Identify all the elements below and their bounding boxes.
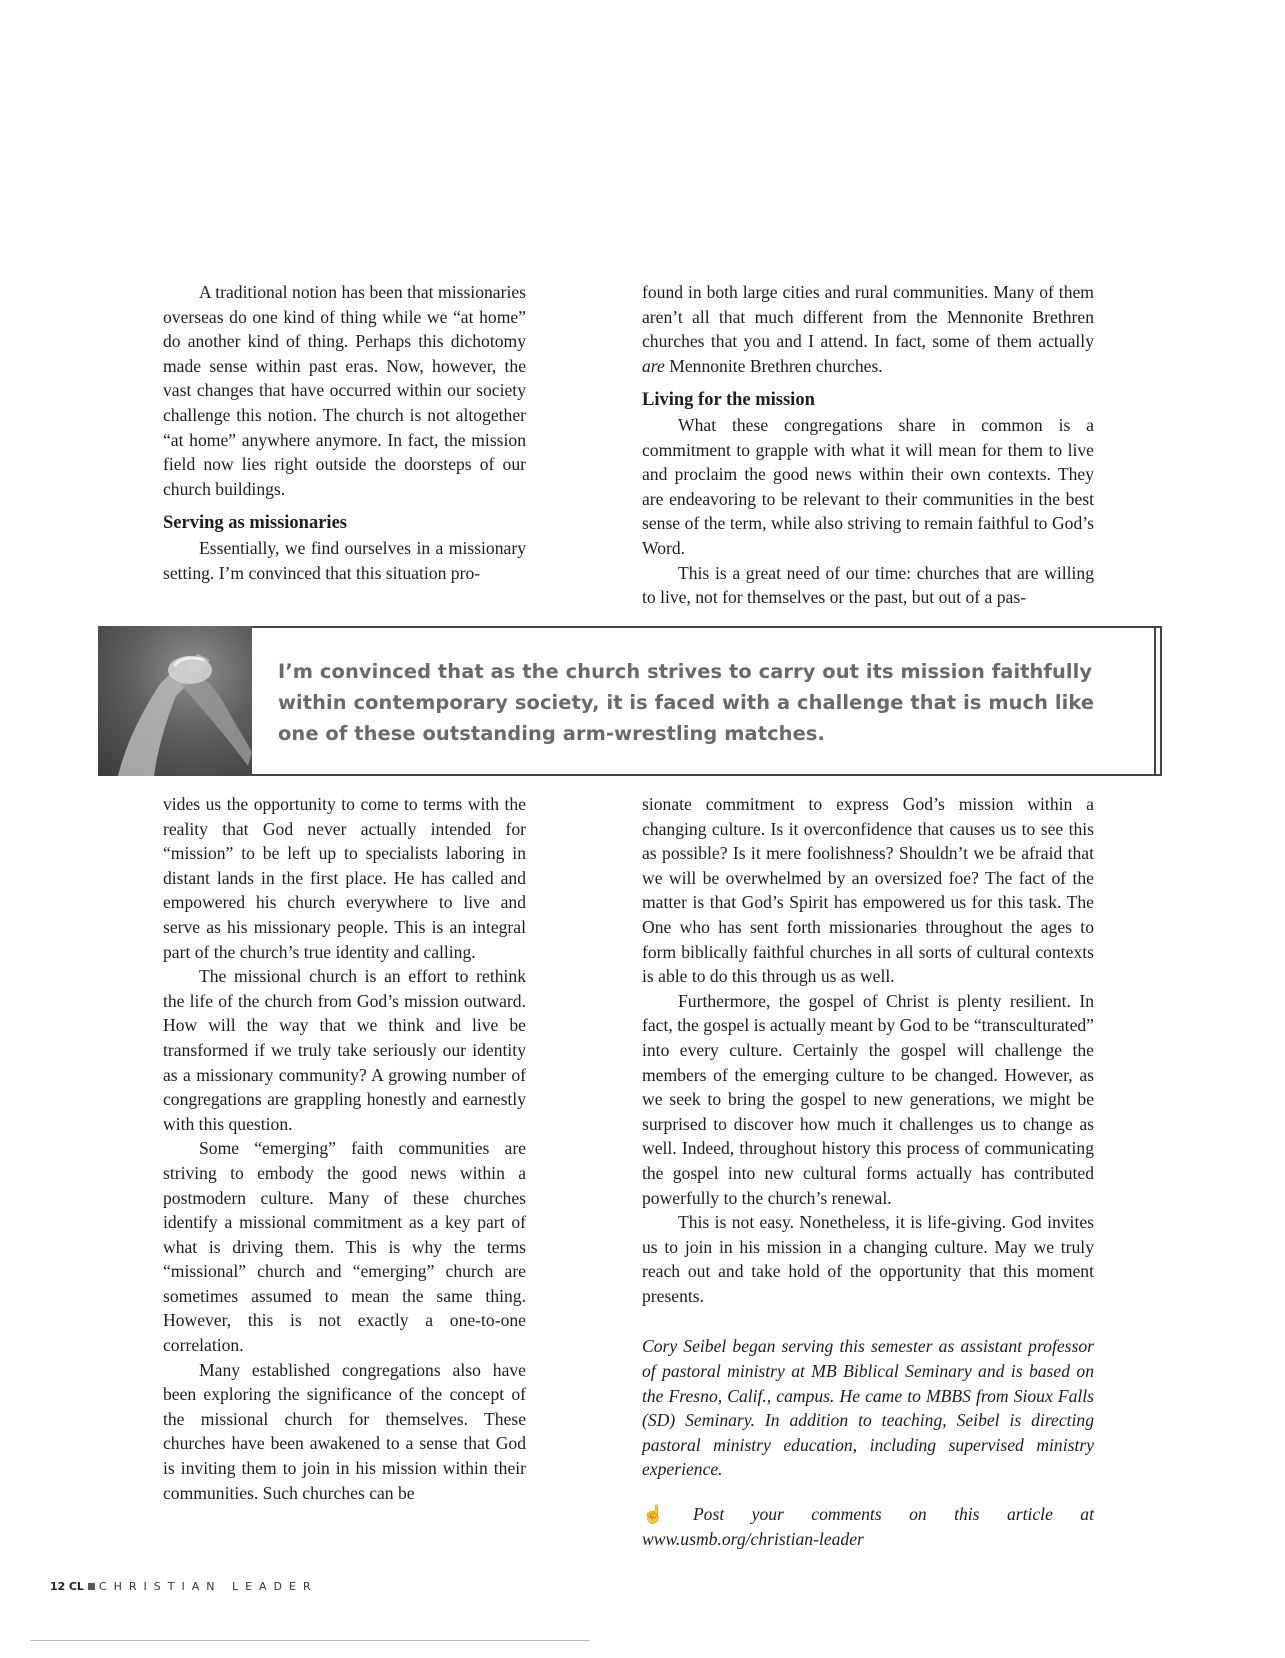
pull-quote-text: I’m convinced that as the church strives to carry out its mission faithfully within contemporary society, it is faced with a challenge that is much like one of these outstanding arm-wrestling matches. — [278, 660, 1095, 745]
paragraph: Many established congregations also have been exploring the significance of the concept of the missional church for themselves. These churches have been awakened to a sense that God is inviting them to join in his mission within their communities. Such churches can be — [163, 1359, 526, 1503]
page-number: 12 — [50, 1580, 66, 1593]
arm-wrestling-icon — [98, 626, 252, 776]
pull-quote — [98, 626, 1162, 776]
rule — [252, 626, 1162, 628]
comment-link[interactable] — [642, 1502, 1094, 1551]
paragraph: This is a great need of our time: churches that are willing to live, not for themselves or the past, but out of a pas- — [642, 562, 1094, 608]
mouse-pointer-icon: ☝ — [642, 1504, 687, 1525]
rule — [1154, 626, 1156, 776]
emphasis: are — [642, 355, 665, 376]
paragraph: What these congregations share in common is a commitment to grapple with what it will mean for them to live and proclaim the good news within their own contexts. They are endeavoring to be relevant to their communities in the best sense of the term, while also striving to remain faithful to God’s Word. — [642, 414, 1094, 558]
magazine-name: CHRISTIAN LEADER — [98, 1580, 318, 1593]
rule — [1160, 626, 1162, 776]
arm-wrestling-photo — [98, 626, 252, 776]
article-column-1 — [163, 280, 526, 585]
paragraph: Furthermore, the gospel of Christ is plenty resilient. In fact, the gospel is actually meant by God to be “transculturated” into every culture. Certainly the gospel will challenge the members of the emerging culture to be changed. However, as we seek to bring the gospel to new generations, we might be surprised to discover how much it challenges us to change as well. Indeed, throughout history this process of communicating the gospel into new cultural forms actually has contributed powerfully to the church’s renewal. — [642, 990, 1094, 1208]
article-column-2 — [642, 280, 1094, 610]
paragraph: found in both large cities and rural communities. Many of them aren’t all that much different from the Mennonite Brethren churches that you and I attend. In fact, some of them actually are Mennonite Brethren churches. — [642, 282, 1094, 376]
magazine-abbrev: CL — [68, 1580, 84, 1593]
paragraph: Some “emerging” faith communities are striving to embody the good news within a postmodern culture. Many of these churches identify a missional commitment as a key part of what is driving them. This is why the terms “missional” church and “emerging” church are sometimes assumed to mean the same thing. However, this is not exactly a one-to-one correlation. — [163, 1138, 526, 1356]
comment-link-text[interactable]: Post your comments on this article at www.usmb.org/christian-leader — [642, 1504, 1094, 1549]
article-column-4 — [642, 792, 1094, 1551]
paragraph: sionate commitment to express God’s mission within a changing culture. Is it overconfidence that causes us to see this as possible? Is it mere foolishness? Shouldn’t we be afraid that we will be overwhelmed by an oversized foe? The fact of the matter is that God’s Spirit has empowered us for this task. The One who has sent forth missionaries throughout the ages to form biblically faithful churches in all sorts of cultural contexts is able to do this through us as well. — [642, 794, 1094, 987]
footer-rule — [30, 1640, 590, 1641]
section-heading-living: Living for the mission — [642, 390, 815, 411]
square-bullet-icon — [88, 1583, 95, 1590]
paragraph: This is not easy. Nonetheless, it is life-giving. God invites us to join in his mission in a changing culture. May we truly reach out and take hold of the opportunity that this moment presents. — [642, 1212, 1094, 1306]
author-bio: Cory Seibel began serving this semester as assistant professor of pastoral ministry at MB Biblical Seminary and is based on the Fresno, Calif., campus. He came to MBBS from Sioux Falls (SD) Seminary. In addition to teaching, Seibel is directing pastoral ministry education, including supervised ministry experience. — [642, 1336, 1094, 1480]
paragraph: A traditional notion has been that missionaries overseas do one kind of thing while we “at home” do another kind of thing. Perhaps this dichotomy made sense within past eras. Now, however, the vast changes that have occurred within our society challenge this notion. The church is not altogether “at home” anywhere anymore. In fact, the mission field now lies right outside the doorsteps of our church buildings. — [163, 282, 526, 499]
paragraph: The missional church is an effort to rethink the life of the church from God’s mission outward. How will the way that we think and live be transformed if we truly take seriously our identity as a missionary community? A growing number of congregations are grappling honestly and earnestly with this question. — [163, 966, 526, 1134]
paragraph: vides us the opportunity to come to terms with the reality that God never actually intended for “mission” to be left up to specialists laboring in distant lands in the first place. He has called and empowered his church everywhere to live and serve as his missionary people. This is an integral part of the church’s true identity and calling. — [163, 794, 526, 962]
paragraph: Essentially, we find ourselves in a missionary setting. I’m convinced that this situation pro- — [163, 537, 526, 583]
rule — [252, 774, 1162, 776]
page-footer — [50, 1580, 318, 1593]
section-heading-serving: Serving as missionaries — [163, 513, 347, 534]
article-column-3 — [163, 792, 526, 1505]
